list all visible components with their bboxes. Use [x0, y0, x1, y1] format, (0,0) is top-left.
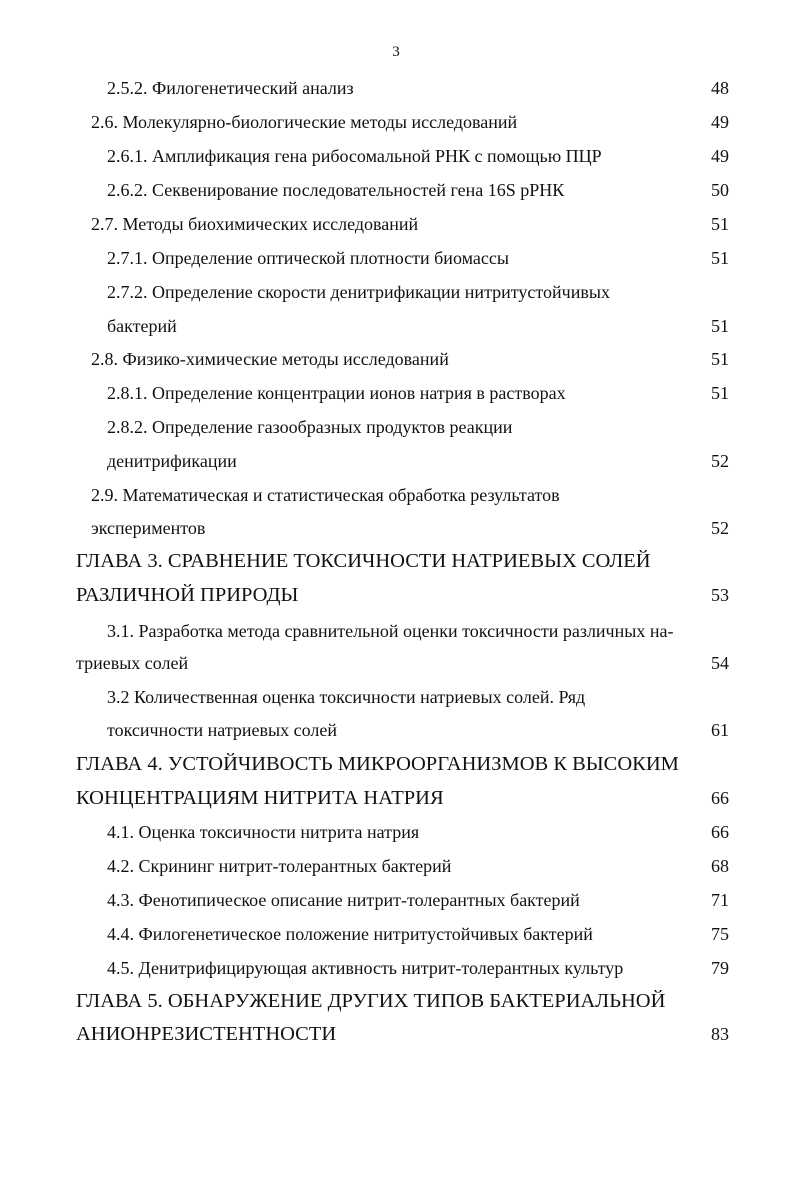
- toc-page-2-8: 51: [711, 349, 729, 369]
- toc-page-4-2: 68: [711, 856, 729, 876]
- toc-page-2-9: 52: [711, 518, 729, 538]
- toc-entry-2-7-2: 2.7.2. Определение скорости денитрификации нитритустойчивых: [107, 282, 610, 302]
- toc-entry-2-7-2-cont: бактерий: [107, 316, 177, 336]
- toc-page-2-5-2: 48: [711, 78, 729, 98]
- toc-entry-2-6-1: 2.6.1. Амплификация гена рибосомальной РНК с помощью ПЦР: [107, 146, 602, 166]
- toc-entry-2-8-2-cont: денитрификации: [107, 451, 237, 471]
- toc-page-2-8-2: 52: [711, 451, 729, 471]
- toc-page-4-4: 75: [711, 924, 729, 944]
- toc-page-4-3: 71: [711, 890, 729, 910]
- toc-page-2-8-1: 51: [711, 383, 729, 403]
- toc-entry-3-2-cont: токсичности натриевых солей: [107, 720, 337, 740]
- toc-page-2-7-1: 51: [711, 248, 729, 268]
- page-number: 3: [392, 44, 400, 60]
- toc-page-4-5: 79: [711, 958, 729, 978]
- toc-page-chapter-3: 53: [711, 585, 729, 605]
- toc-entry-2-8: 2.8. Физико-химические методы исследований: [91, 349, 449, 369]
- toc-entry-2-6-2: 2.6.2. Секвенирование последовательностей гена 16S рРНК: [107, 180, 565, 200]
- toc-page-chapter-5: 83: [711, 1024, 729, 1044]
- toc-chapter-5: ГЛАВА 5. ОБНАРУЖЕНИЕ ДРУГИХ ТИПОВ БАКТЕРИАЛЬНОЙ: [76, 990, 666, 1012]
- toc-page-2-6-2: 50: [711, 180, 729, 200]
- toc-entry-3-2: 3.2 Количественная оценка токсичности натриевых солей. Ряд: [107, 687, 586, 707]
- toc-chapter-3: ГЛАВА 3. СРАВНЕНИЕ ТОКСИЧНОСТИ НАТРИЕВЫХ СОЛЕЙ: [76, 550, 651, 572]
- toc-page-2-6-1: 49: [711, 146, 729, 166]
- toc-entry-4-5: 4.5. Денитрифицирующая активность нитрит-толерантных культур: [107, 958, 624, 978]
- toc-entry-4-1: 4.1. Оценка токсичности нитрита натрия: [107, 822, 420, 842]
- toc-chapter-3-cont: РАЗЛИЧНОЙ ПРИРОДЫ: [76, 584, 299, 606]
- toc-page-2-7-2: 51: [711, 316, 729, 336]
- toc-entry-2-5-2: 2.5.2. Филогенетический анализ: [107, 78, 354, 98]
- toc-page-4-1: 66: [711, 822, 729, 842]
- toc-chapter-5-cont: АНИОНРЕЗИСТЕНТНОСТИ: [76, 1023, 337, 1045]
- toc-page-2-6: 49: [711, 112, 729, 132]
- toc-page-3-1: 54: [711, 653, 729, 673]
- toc-entry-2-8-2: 2.8.2. Определение газообразных продуктов реакции: [107, 417, 513, 437]
- toc-page-2-7: 51: [711, 214, 729, 234]
- toc-entry-4-4: 4.4. Филогенетическое положение нитритустойчивых бактерий: [107, 924, 593, 944]
- toc-page-3-2: 61: [711, 720, 729, 740]
- toc-chapter-4-cont: КОНЦЕНТРАЦИЯМ НИТРИТА НАТРИЯ: [76, 787, 444, 809]
- toc-entry-2-7: 2.7. Методы биохимических исследований: [91, 214, 419, 234]
- toc-entry-4-2: 4.2. Скрининг нитрит-толерантных бактерий: [107, 856, 452, 876]
- toc-entry-2-9-cont: экспериментов: [91, 518, 206, 538]
- toc-entry-2-7-1: 2.7.1. Определение оптической плотности биомассы: [107, 248, 509, 268]
- toc-entry-2-9: 2.9. Математическая и статистическая обработка результатов: [91, 485, 560, 505]
- toc-page-chapter-4: 66: [711, 788, 729, 808]
- toc-chapter-4: ГЛАВА 4. УСТОЙЧИВОСТЬ МИКРООРГАНИЗМОВ К ВЫСОКИМ: [76, 753, 679, 775]
- toc-entry-4-3: 4.3. Фенотипическое описание нитрит-толерантных бактерий: [107, 890, 580, 910]
- toc-entry-3-1: 3.1. Разработка метода сравнительной оценки токсичности различных на-: [107, 621, 674, 641]
- toc-entry-2-6: 2.6. Молекулярно-биологические методы исследований: [91, 112, 518, 132]
- toc-entry-2-8-1: 2.8.1. Определение концентрации ионов натрия в растворах: [107, 383, 566, 403]
- toc-entry-3-1-cont: триевых солей: [76, 653, 189, 673]
